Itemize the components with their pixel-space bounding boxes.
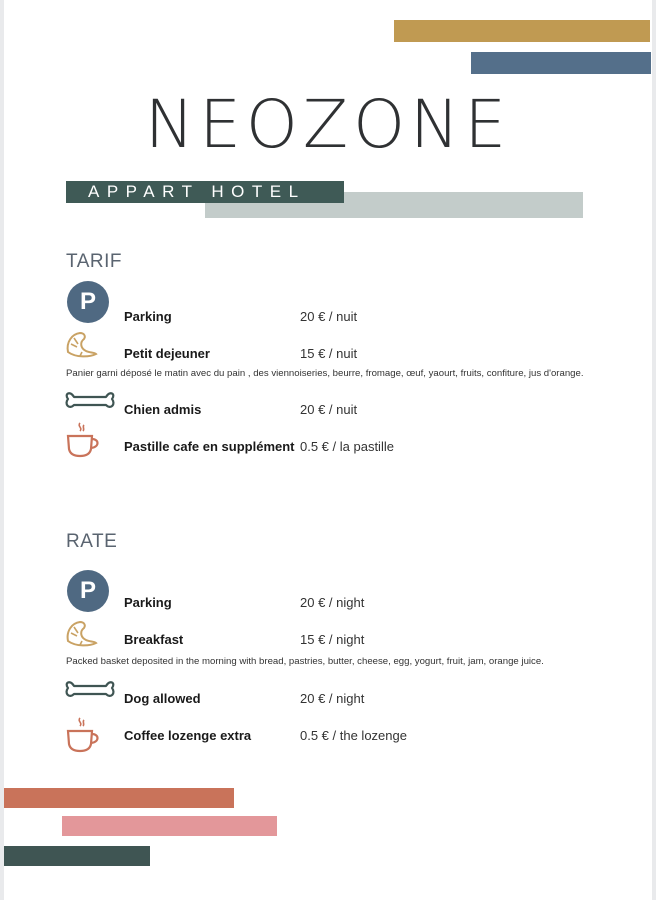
- item-price: 20 € / nuit: [300, 309, 358, 324]
- breakfast-note: Packed basket deposited in the morning with bread, pastries, butter, cheese, egg, yogurt, fruit, jam, orange juice.: [66, 656, 544, 667]
- croissant-icon: [64, 619, 98, 647]
- item-label: Coffee lozenge extra: [124, 728, 252, 743]
- item-price: 20 € / night: [300, 595, 365, 610]
- item-price: 15 € / nuit: [300, 346, 358, 361]
- hotel-subtitle: APPART HOTEL: [66, 181, 344, 203]
- hotel-title: NEOZONE: [144, 86, 512, 163]
- croissant-icon: [64, 330, 98, 358]
- bone-icon: [64, 677, 116, 705]
- item-label: Breakfast: [124, 632, 184, 647]
- decor-bar-blue: [471, 52, 651, 74]
- item-price: 15 € / night: [300, 632, 365, 647]
- item-label: Pastille cafe en supplément: [124, 439, 295, 454]
- item-price: 20 € / night: [300, 691, 365, 706]
- item-label: Parking: [124, 595, 172, 610]
- item-price: 0.5 € / the lozenge: [300, 728, 407, 743]
- coffee-cup-icon: [64, 421, 104, 459]
- item-label: Parking: [124, 309, 172, 324]
- item-price: 0.5 € / la pastille: [300, 439, 394, 454]
- bone-icon: [64, 388, 116, 416]
- coffee-cup-icon: [64, 716, 104, 754]
- item-label: Petit dejeuner: [124, 346, 210, 361]
- parking-icon: P: [67, 570, 109, 612]
- item-price: 20 € / nuit: [300, 402, 358, 417]
- section-heading-rate: RATE: [66, 531, 118, 552]
- parking-icon: P: [67, 281, 109, 323]
- item-label: Chien admis: [124, 402, 202, 417]
- item-label: Dog allowed: [124, 691, 201, 706]
- section-heading-tarif: TARIF: [66, 251, 122, 272]
- breakfast-note: Panier garni déposé le matin avec du pain , des viennoiseries, beurre, fromage, œuf, yaourt, fruits, confiture, jus d'orange.: [66, 368, 584, 379]
- decor-bar-gold: [394, 20, 650, 42]
- decor-bar-slate: [4, 846, 150, 866]
- decor-bar-pink: [62, 816, 277, 836]
- decor-bar-terracotta: [4, 788, 234, 808]
